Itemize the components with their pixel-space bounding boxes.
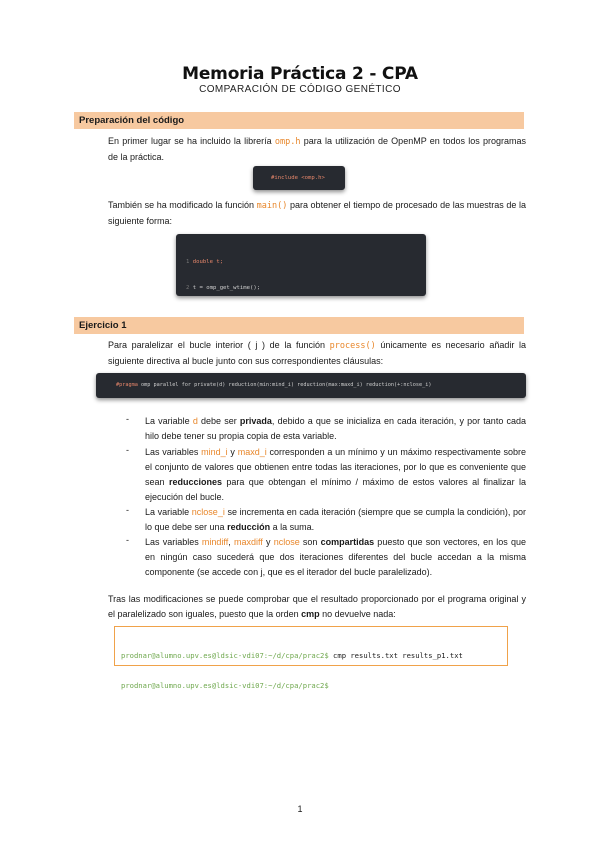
paragraph-paralelizar: Para paralelizar el bucle interior ( j ) de la función process() únicamente es necesario añadir la siguiente directiva al bucle junto con sus correspondientes cláusulas:	[108, 340, 526, 366]
document-subtitle: COMPARACIÓN DE CÓDIGO GENÉTICO	[199, 84, 401, 95]
terminal-line: prodnar@alumno.upv.es@ldsic-vdi07:~/d/cpa/prac2$	[121, 681, 329, 690]
bullet-mind-maxd: Las variables mind_i y maxd_i corresponden a un mínimo y un máximo respectivamente sobre el conjunto de valores que obtienen entre todas las iteraciones, por lo que es conveniente que sean reducciones para que obtengan el mínimo / máximo de estos valores al finalizar la ejecución del bucle.	[145, 447, 527, 502]
paragraph-cmp: Tras las modificaciones se puede comprobar que el resultado proporcionado por el programa original y el paralelizado son iguales, puesto que la orden cmp no devuelve nada:	[108, 594, 526, 619]
code-line: 1 double t;	[186, 259, 224, 266]
inline-code-main: main()	[256, 201, 288, 211]
bullet-marker: -	[126, 505, 129, 515]
inline-code-omp-h: omp.h	[274, 137, 301, 147]
terminal-line: prodnar@alumno.upv.es@ldsic-vdi07:~/d/cpa/prac2$ cmp results.txt results_p1.txt	[121, 651, 463, 660]
bullet-variable-d: La variable d debe ser privada, debido a que se inicializa en cada iteración, y por tanto cada hilo debe tener su propia copia de esta variable.	[145, 416, 526, 441]
page-number: 1	[297, 804, 303, 814]
document-title: Memoria Práctica 2 - CPA	[182, 64, 418, 84]
paragraph-main: También se ha modificado la función main() para obtener el tiempo de procesado de las muestras de la siguiente forma:	[108, 200, 526, 226]
bullet-compartidas: Las variables mindiff, maxdiff y nclose son compartidas puesto que son vectores, en los que en ningún caso sucederá que dos iteraciones diferentes del bucle accedan a la misma componente (se accede con j, que es el iterador del bucle paralelizado).	[145, 537, 526, 577]
bullet-marker: -	[126, 445, 129, 455]
paragraph-libreria: En primer lugar se ha incluido la librería omp.h para la utilización de OpenMP en todos los programas de la práctica.	[108, 136, 527, 162]
code-line: 2 t = omp_get_wtime();	[186, 284, 261, 291]
section-heading-ejercicio-1: Ejercicio 1	[74, 317, 524, 334]
bullet-nclose-i: La variable nclose_i se incrementa en cada iteración (siempre que se cumpla la condición), por lo que debe ser una reducción a la suma.	[145, 507, 527, 532]
bullet-marker: -	[126, 414, 129, 424]
terminal-output	[114, 626, 508, 690]
bullet-marker: -	[126, 535, 129, 545]
section-heading-preparacion: Preparación del código	[74, 112, 524, 129]
code-block-include: #include <omp.h>	[253, 166, 345, 190]
code-block-pragma: #pragma omp parallel for private(d) reduction(min:mind_i) reduction(max:maxd_i) reduction(+:nclose_i)	[96, 373, 526, 398]
code-block-timing	[176, 234, 426, 296]
inline-code-process: process()	[329, 341, 376, 351]
